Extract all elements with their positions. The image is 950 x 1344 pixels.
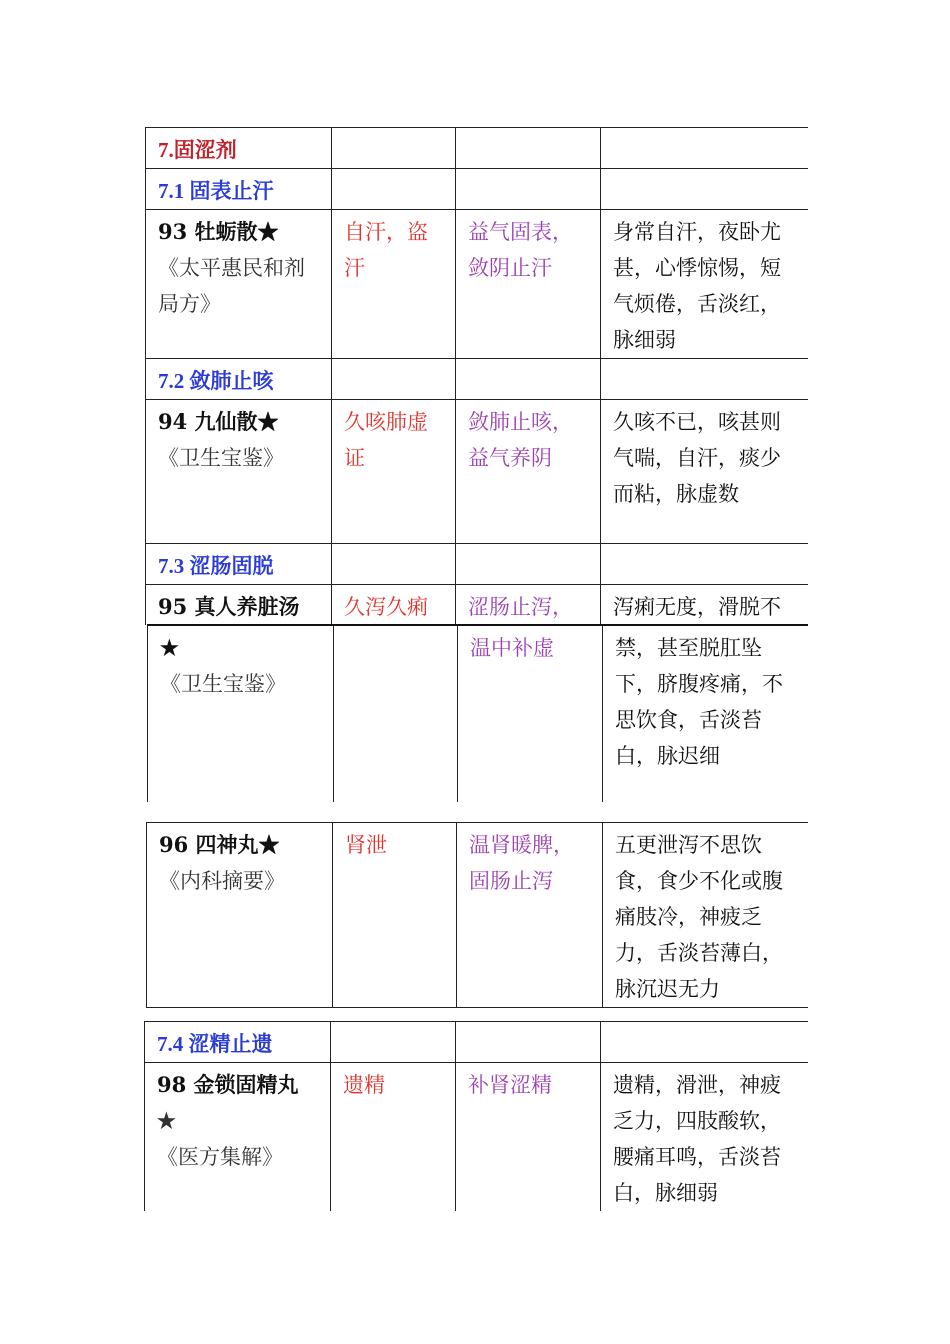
symptoms-cell: 五更泄泻不思饮食，食少不化或腹痛肢冷，神疲乏力，舌淡苔薄白，脉沉迟无力	[603, 823, 808, 1008]
subsection-heading: 7.1 固表止汗	[146, 169, 332, 210]
effect-cell: 补肾涩精	[456, 1063, 601, 1212]
indication-cell: 久咳肺虚证	[332, 400, 456, 544]
effect-cell: 益气固表，敛阴止汗	[456, 210, 601, 359]
indication-cell: 遗精	[331, 1063, 456, 1212]
formula-cell	[148, 625, 334, 802]
table-row	[145, 1063, 808, 1212]
table-row	[148, 625, 808, 802]
table-row	[146, 128, 808, 169]
formula-source: 《医方集解》	[157, 1145, 283, 1169]
formula-cell	[146, 210, 332, 359]
formula-name: 93 牡蛎散★	[158, 219, 279, 244]
table-row	[146, 169, 808, 210]
section-heading: 7.固涩剂	[146, 128, 332, 169]
effect-cell: 温中补虚	[458, 625, 603, 802]
symptoms-cell: 泻痢无度，滑脱不	[601, 585, 808, 626]
table-row	[146, 400, 808, 544]
symptoms-cell: 久咳不已，咳甚则气喘，自汗，痰少而粘，脉虚数	[601, 400, 808, 544]
formula-name: 95 真人养脏汤	[146, 585, 332, 626]
table-row	[146, 210, 808, 359]
table-row	[146, 585, 808, 626]
indication-cell: 久泻久痢	[332, 585, 456, 626]
formula-name: 94 九仙散★	[158, 409, 279, 434]
indication-cell: 自汗，盗汗	[332, 210, 456, 359]
formula-source: 《卫生宝鉴》	[160, 672, 286, 696]
table-segment-4	[144, 1021, 808, 1211]
subsection-heading: 7.3 涩肠固脱	[146, 544, 332, 585]
symptoms-cell: 禁，甚至脱肛坠下，脐腹疼痛，不思饮食，舌淡苔白，脉迟细	[603, 625, 808, 802]
table-segment-3	[146, 822, 808, 1008]
formula-source: 《太平惠民和剂局方》	[158, 256, 305, 316]
effect-cell: 涩肠止泻，	[456, 585, 601, 626]
effect-cell: 温肾暖脾，固肠止泻	[457, 823, 603, 1008]
table-row	[146, 359, 808, 400]
table-row	[146, 544, 808, 585]
subsection-heading: 7.2 敛肺止咳	[146, 359, 332, 400]
symptoms-cell: 遗精，滑泄，神疲乏力，四肢酸软，腰痛耳鸣，舌淡苔白，脉细弱	[601, 1063, 808, 1212]
symptoms-cell: 身常自汗，夜卧尤甚，心悸惊惕，短气烦倦，舌淡红，脉细弱	[601, 210, 808, 359]
formula-cell	[145, 1063, 331, 1212]
formula-source: 《内科摘要》	[159, 869, 285, 893]
table-segment-2	[147, 624, 808, 802]
star-mark: ★	[157, 1108, 176, 1133]
formula-source: 《卫生宝鉴》	[158, 446, 284, 470]
formula-cell	[146, 400, 332, 544]
table-row	[145, 1022, 808, 1063]
subsection-heading: 7.4 涩精止遗	[145, 1022, 331, 1063]
star-mark: ★	[160, 635, 179, 660]
formula-name: 96 四神丸★	[159, 832, 280, 857]
table-segment-1	[145, 127, 808, 625]
formula-name: 98 金锁固精丸	[157, 1072, 299, 1097]
effect-cell: 敛肺止咳，益气养阴	[456, 400, 601, 544]
table-row	[147, 823, 808, 1008]
formula-cell	[147, 823, 333, 1008]
indication-cell: 肾泄	[333, 823, 457, 1008]
